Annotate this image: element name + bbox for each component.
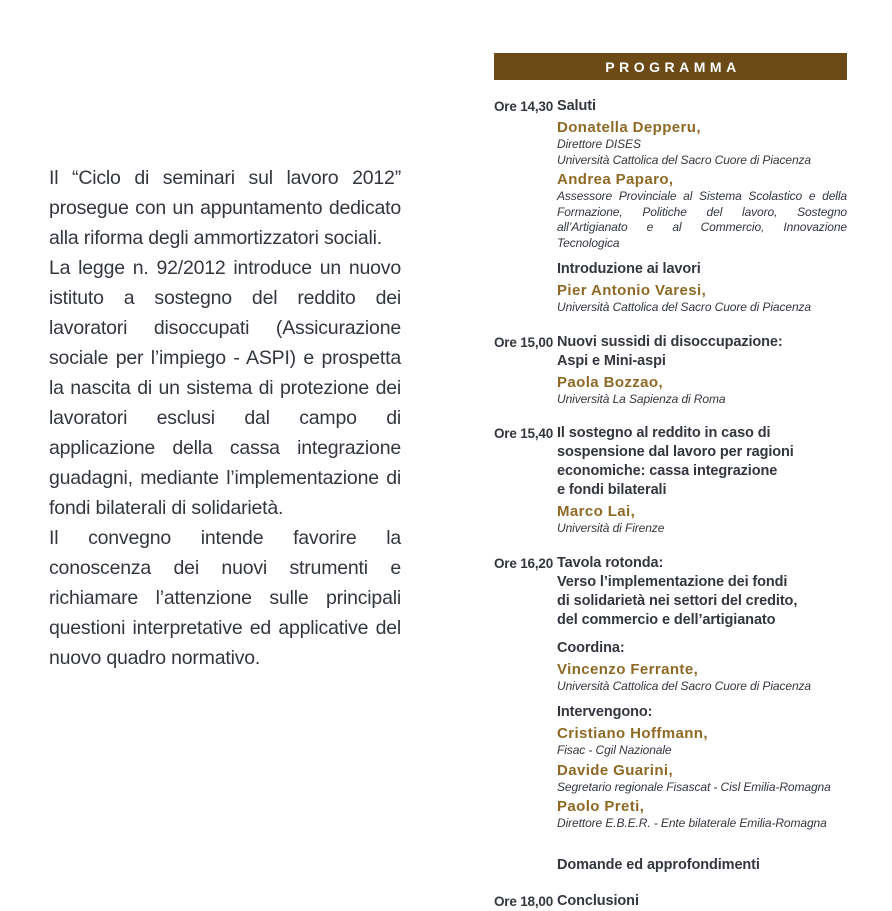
session-time: Ore 18,00	[494, 893, 553, 909]
program-column	[494, 53, 847, 911]
session-title-line: Coordina:	[557, 639, 625, 656]
intro-paragraph: Il “Ciclo di seminari sul lavoro 2012” prosegue con un appuntamento dedicato alla riforma degli ammortizzatori sociali.	[49, 167, 401, 249]
speaker-name: Paola Bozzao,	[557, 373, 664, 391]
session-time: Ore 16,20	[494, 555, 553, 571]
session-title-line: Tavola rotonda:	[557, 554, 664, 571]
speaker-name: Marco Lai,	[557, 503, 636, 520]
session-title-line: Introduzione ai lavori	[557, 261, 701, 277]
intro-text	[49, 163, 401, 673]
session-title-line: del commercio e dell’artigianato	[557, 611, 776, 628]
speaker-affiliation: Direttore E.B.E.R. - Ente bilaterale Emilia-Romagna	[557, 816, 827, 830]
speaker-affiliation: Direttore DISES	[557, 137, 641, 151]
session-time: Ore 14,30	[494, 99, 553, 114]
session-title-line: Conclusioni	[557, 892, 639, 909]
speaker-affiliation: Università Cattolica del Sacro Cuore di Piacenza	[557, 300, 811, 314]
speaker-affiliation: Università Cattolica del Sacro Cuore di Piacenza	[557, 152, 811, 167]
session-content	[557, 856, 847, 875]
programma-header-label: PROGRAMMA	[605, 58, 741, 75]
session-content	[557, 554, 847, 832]
session-content	[557, 97, 847, 316]
program-session	[494, 856, 847, 875]
session-content	[557, 424, 847, 537]
speaker-affiliation: Fisac - Cgil Nazionale	[557, 743, 672, 757]
session-title-line: Aspi e Mini-aspi	[557, 352, 666, 369]
session-title-line: Saluti	[557, 98, 596, 114]
session-title-line: Verso l’implementazione dei fondi	[557, 573, 788, 590]
speaker-name: Cristiano Hoffmann,	[557, 725, 708, 742]
speaker-affiliation: Università di Firenze	[557, 521, 665, 535]
program-session	[494, 892, 847, 911]
session-title-line: Domande ed approfondimenti	[557, 856, 760, 873]
session-time: Ore 15,00	[494, 334, 553, 350]
intro-paragraph: Il convegno intende favorire la conoscenza dei nuovi strumenti e richiamare l’attenzione sulle principali questioni interpretative ed applicative del nuovo quadro normativo.	[49, 527, 401, 669]
intro-paragraph: La legge n. 92/2012 introduce un nuovo istituto a sostegno del reddito dei lavoratori disoccupati (Assicurazione sociale per l’impiego - ASPI) e prospetta la nascita di un sistema di protezione dei lavoratori esclusi dal campo di applicazione della cassa integrazione guadagni, mediante l’implementazione di fondi bilaterali di solidarietà.	[49, 257, 401, 519]
speaker-name: Andrea Paparo,	[557, 171, 674, 188]
session-time: Ore 15,40	[494, 426, 553, 441]
session-title-line: economiche: cassa integrazione	[557, 463, 778, 479]
session-content	[557, 333, 847, 408]
programma-header	[494, 53, 847, 80]
session-title-line: Il sostegno al reddito in caso di	[557, 425, 771, 441]
speaker-name: Donatella Depperu,	[557, 119, 701, 136]
program-sessions	[494, 97, 847, 911]
speaker-name: Pier Antonio Varesi,	[557, 282, 707, 299]
session-title-line: e fondi bilaterali	[557, 482, 667, 498]
speaker-name: Davide Guarini,	[557, 761, 674, 779]
program-session	[494, 554, 847, 832]
session-content	[557, 892, 847, 911]
program-session	[494, 333, 847, 408]
speaker-affiliation: Università Cattolica del Sacro Cuore di Piacenza	[557, 678, 811, 693]
session-title-line: di solidarietà nei settori del credito,	[557, 592, 798, 609]
session-title-line: sospensione dal lavoro per ragioni	[557, 444, 794, 460]
speaker-affiliation: Segretario regionale Fisascat - Cisl Emilia-Romagna	[557, 779, 831, 794]
session-title-line: Nuovi sussidi di disoccupazione:	[557, 333, 783, 350]
session-title-line: Intervengono:	[557, 704, 653, 720]
speaker-name: Paolo Preti,	[557, 798, 645, 815]
speaker-affiliation: Assessore Provinciale al Sistema Scolastico e della Formazione, Politiche del lavoro, Sostegno all’Artigianato e al Commercio, Innovazione Tecnologica	[557, 189, 847, 250]
program-session	[494, 424, 847, 537]
program-session	[494, 97, 847, 316]
speaker-name: Vincenzo Ferrante,	[557, 660, 699, 678]
speaker-affiliation: Università La Sapienza di Roma	[557, 391, 726, 406]
session-time	[494, 856, 557, 875]
